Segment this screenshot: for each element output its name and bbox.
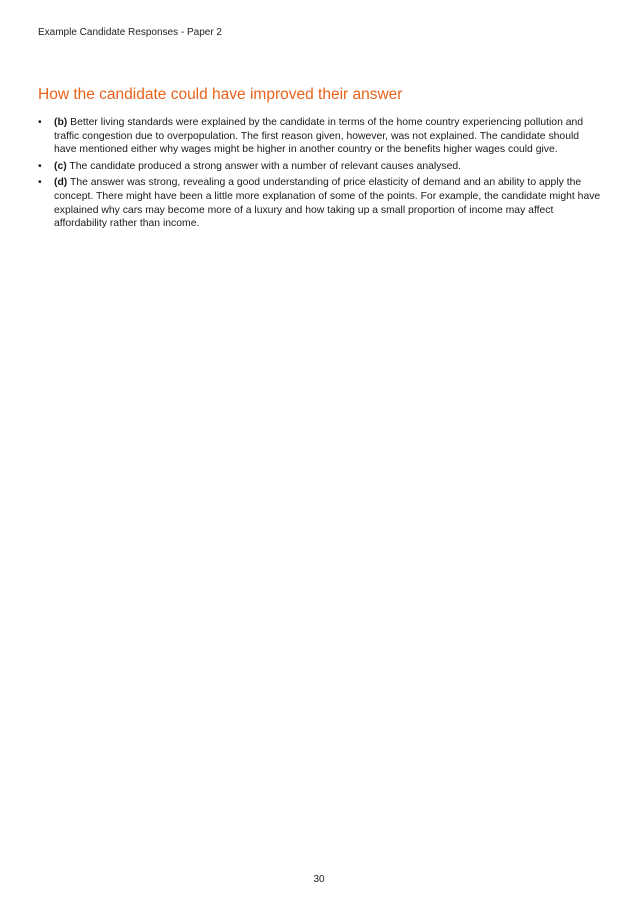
running-header: Example Candidate Responses - Paper 2 [38, 27, 222, 38]
section-title: How the candidate could have improved their answer [38, 86, 403, 103]
list-item-text: The candidate produced a strong answer with a number of relevant causes analysed. [66, 160, 462, 172]
question-part-label: (c) [54, 160, 67, 172]
list-item [38, 116, 604, 157]
list-item-text: The answer was strong, revealing a good understanding of price elasticity of demand and an ability to apply the concept. There might have been a little more explanation of some of the points. For example, the candidate might have explained why cars may become more of a luxury and how taking up a small proportion of income may affect affordability rather than income. [54, 177, 601, 230]
bullet-marker: • [38, 160, 42, 172]
bullet-marker: • [38, 117, 42, 128]
list-item [38, 176, 604, 230]
bullet-marker: • [38, 177, 42, 189]
list-item [38, 160, 604, 174]
improvement-list [38, 116, 604, 234]
question-part-label: (d) [54, 177, 68, 189]
question-part-label: (b) [54, 117, 68, 128]
page-number: 30 [313, 874, 325, 885]
list-item-text: Better living standards were explained by the candidate in terms of the home country experiencing pollution and traffic congestion due to overpopulation. The first reason given, however, was not explained. The candidate should have mentioned either why wages might be higher in another country or the benefits higher wages could give. [54, 117, 584, 156]
